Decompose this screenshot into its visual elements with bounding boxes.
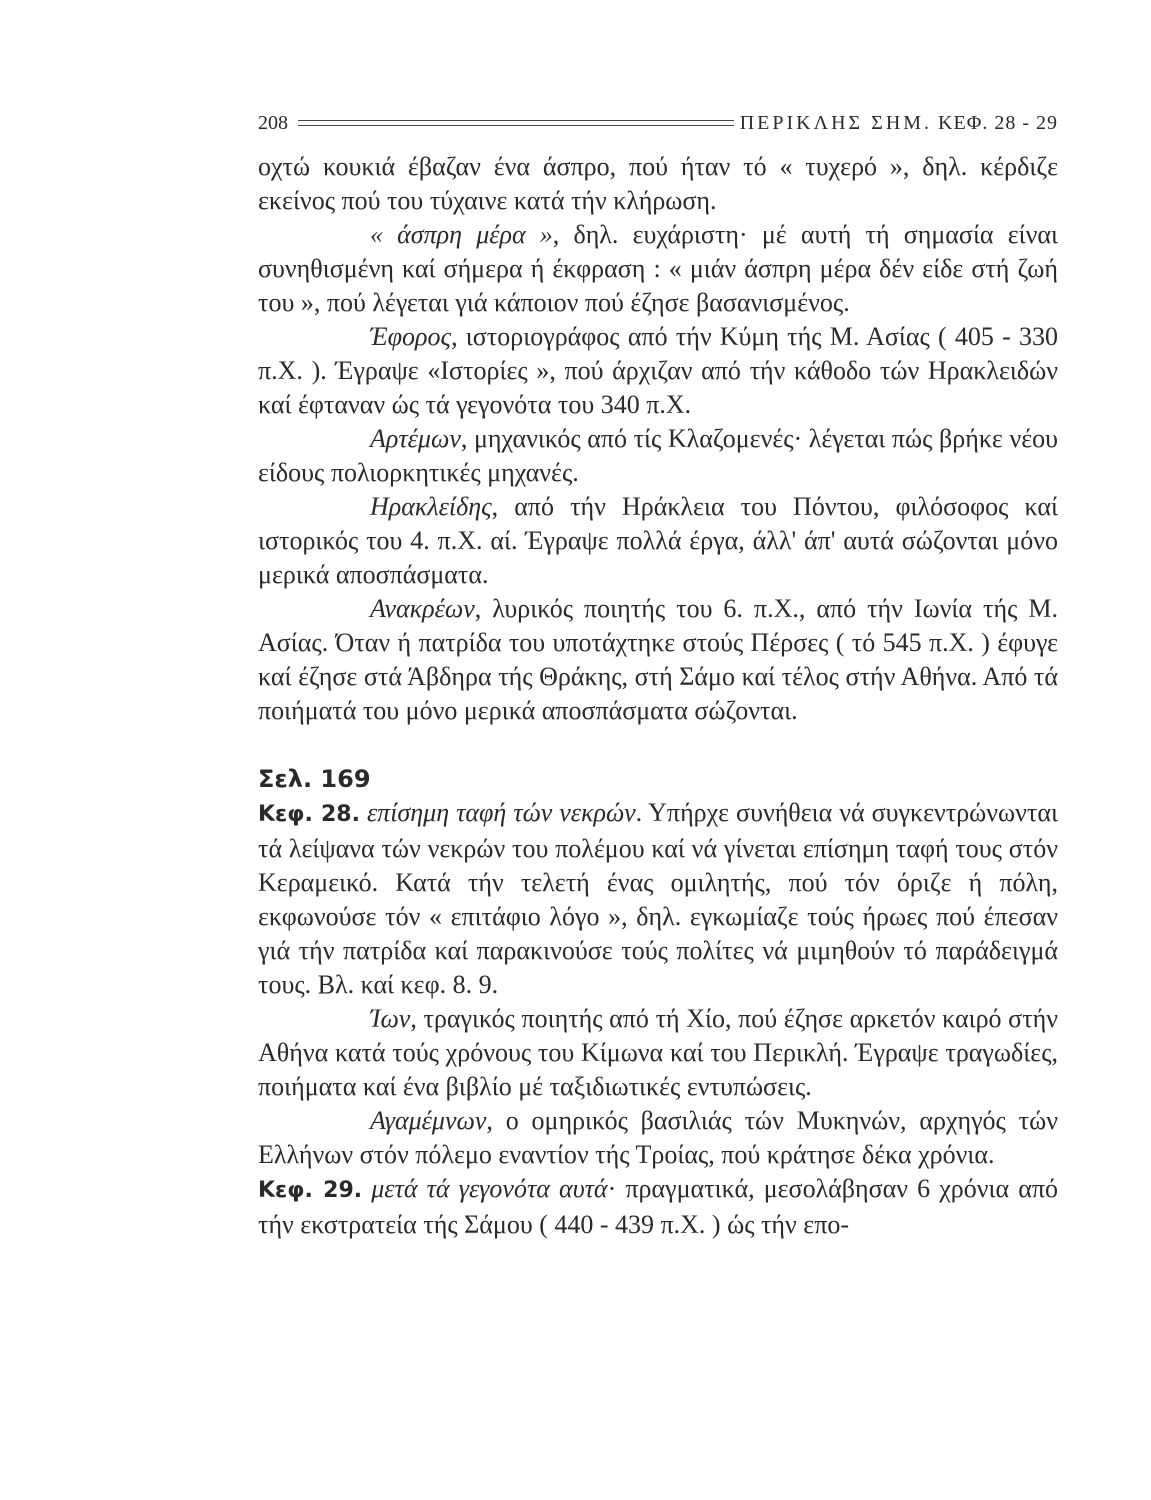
page-body	[258, 150, 1058, 1242]
note-term: Ανακρέων	[370, 594, 475, 623]
note-eforos: Έφορος, ιστοριογράφος από τήν Κύμη τής Μ. Ασίας ( 405 - 330 π.Χ. ). Έγραψε «Ιστορίες », πού άρχιζαν από τήν κάθοδο τών Ηρακλειδών καί έφταναν ώς τά γεγονότα του 340 π.Χ.	[258, 322, 1058, 419]
note-term: Ηρακλείδης	[370, 492, 492, 521]
note-term: επίσημη ταφή τών νεκρών	[366, 798, 636, 827]
note-term: Ίων	[370, 1004, 411, 1033]
note-term: Αρτέμων	[370, 424, 461, 453]
note-anakreon: Ανακρέων, λυρικός ποιητής του 6. π.Χ., από τήν Ιωνία τής Μ. Ασίας. Όταν ή πατρίδα του υποτάχτηκε στούς Πέρσες ( τό 545 π.Χ. ) έφυγε καί έζησε στά Άβδηρα τής Θράκης, στή Σάμο καί τέλος στήν Αθήνα. Από τά ποιήματά του μόνο μερικά αποσπάσματα σώζονται.	[258, 594, 1058, 725]
chapter-lead: Κεφ. 28.	[258, 802, 360, 827]
chapter-lead: Κεφ. 29.	[258, 1178, 363, 1203]
running-title: ΠΕΡΙΚΛΗΣ ΣΗΜ. ΚΕΦ. 28 - 29	[739, 111, 1058, 134]
note-term: μετά τά γεγονότα αυτά	[371, 1174, 608, 1203]
note-term: « άσπρη μέρα »	[370, 220, 553, 249]
note-term: Αγαμέμνων	[370, 1106, 487, 1135]
note-artemon: Αρτέμων, μηχανικός από τίς Κλαζομενές· λέγεται πώς βρήκε νέου είδους πολιορκητικές μηχανές.	[258, 424, 1058, 487]
header-rule	[298, 120, 734, 126]
note-aspri-mera: « άσπρη μέρα », δηλ. ευχάριστη· μέ αυτή τή σημασία είναι συνηθισμένη καί σήμερα ή έκφραση : « μιάν άσπρη μέρα δέν είδε στή ζωή του », πού λέγεται γιά κάποιον πού έζησε βασανισμένος.	[258, 220, 1059, 317]
page-number: 208	[258, 111, 288, 134]
chapter-range: ΚΕΦ. 28 - 29	[938, 111, 1058, 134]
note-ion: Ίων, τραγικός ποιητής από τή Χίο, πού έζησε αρκετόν καιρό στήν Αθήνα κατά τούς χρόνους του Κίμωνα καί του Περικλή. Έγραψε τραγωδίες, ποιήματα καί ένα βιβλίο μέ ταξιδιωτικές εντυπώσεις.	[258, 1004, 1058, 1101]
section-heading: Σελ. 169	[258, 765, 371, 793]
note-term: Έφορος	[370, 322, 452, 351]
running-header	[258, 106, 1058, 140]
note-agamemnon: Αγαμέμνων, ο ομηρικός βασιλιάς τών Μυκηνών, αρχηγός τών Ελλήνων στόν πόλεμο εναντίον τής Τροίας, πού κράτησε δέκα χρόνια.	[258, 1106, 1058, 1169]
paragraph-lucky-bean: οχτώ κουκιά έβαζαν ένα άσπρο, πού ήταν τό « τυχερό », δηλ. κέρδιζε εκείνος πού του τύχαινε κατά τήν κλήρωση.	[258, 152, 1058, 215]
note-herakleides: Ηρακλείδης, από τήν Ηράκλεια του Πόντου, φιλόσοφος καί ιστορικός του 4. π.Χ. αί. Έγραψε πολλά έργα, άλλ' άπ' αυτά σώζονται μόνο μερικά αποσπάσματα.	[258, 492, 1058, 589]
note-chapter-29: Κεφ. 29. μετά τά γεγονότα αυτά· πραγματικά, μεσολάβησαν 6 χρόνια από τήν εκστρατεία τής Σάμου ( 440 - 439 π.Χ. ) ώς τήν επο-	[258, 1174, 1059, 1239]
note-chapter-28: Κεφ. 28. επίσημη ταφή τών νεκρών. Υπήρχε συνήθεια νά συγκεντρώνωνται τά λείψανα τών νεκρών του πολέμου καί νά γίνεται επίσημη ταφή τους στόν Κεραμεικό. Κατά τήν τελετή ένας ομιλητής, πού τόν όριζε ή πόλη, εκφωνούσε τόν « επιτάφιο λόγο », δηλ. εγκωμίαζε τούς ήρωες πού έπεσαν γιά τήν πατρίδα καί παρακινούσε τούς πολίτες νά μιμηθούν τό παράδειγμά τους. Βλ. καί κεφ. 8. 9.	[258, 798, 1058, 999]
